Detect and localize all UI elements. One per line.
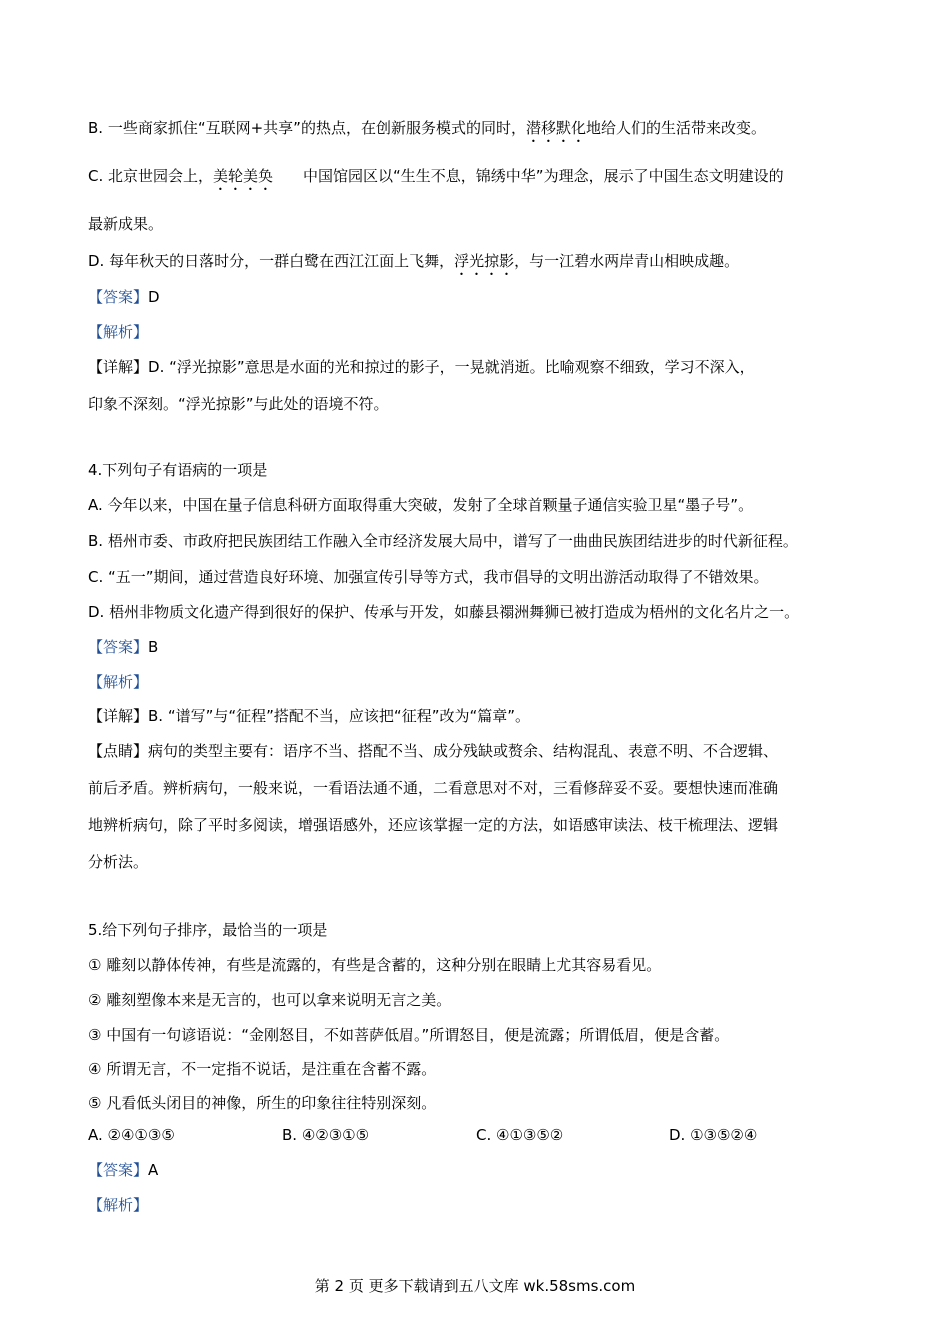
q3-detail-cont: 印象不深刻。“浮光掠影”与此处的语境不符。 xyxy=(88,395,389,413)
q3-option-d: D. 每年秋天的日落时分，一群白鹭在西江江面上飞舞，浮光掠影，与一江碧水两岸青山相映成趣。 xyxy=(88,252,740,270)
q3-option-c: C. 北京世园会上，美轮美奂 中国馆园区以“生生不息，锦绣中华”为理念，展示了中国生态文明建设的 xyxy=(88,167,784,185)
q3-option-b: B. 一些商家抓住“互联网+共享”的热点，在创新服务模式的同时，潜移默化地给人们的生活带来改变。 xyxy=(88,119,766,137)
q4-answer: 【答案】B xyxy=(88,638,159,656)
q4-option-b: B. 梧州市委、市政府把民族团结工作融入全市经济发展大局中，谱写了一曲曲民族团结进步的时代新征程。 xyxy=(88,532,798,550)
q4-stem: 4.下列句子有语病的一项是 xyxy=(88,461,268,479)
q5-sentence-4: ④ 所谓无言，不一定指不说话，是注重在含蓄不露。 xyxy=(88,1060,437,1078)
q4-point-cont-2: 地辨析病句，除了平时多阅读，增强语感外，还应该掌握一定的方法，如语感审读法、枝干梳理法、逻辑 xyxy=(88,816,779,834)
q5-answer: 【答案】A xyxy=(88,1161,159,1179)
q4-point: 【点睛】病句的类型主要有：语序不当、搭配不当、成分残缺或赘余、结构混乱、表意不明、不合逻辑、 xyxy=(88,742,779,760)
q5-stem: 5.给下列句子排序，最恰当的一项是 xyxy=(88,921,328,939)
q4-point-cont-1: 前后矛盾。辨析病句，一般来说，一看语法通不通，二看意思对不对，三看修辞妥不妥。要想快速而准确 xyxy=(88,779,779,797)
q3-detail: 【详解】D. “浮光掠影”意思是水面的光和掠过的影子，一晃就消逝。比喻观察不细致，学习不深入， xyxy=(88,358,755,376)
page-footer: 第 2 页 更多下载请到五八文库 wk.58sms.com xyxy=(314,1277,636,1295)
q4-analysis-label: 【解析】 xyxy=(88,673,149,691)
q5-sentence-1: ① 雕刻以静体传神，有些是流露的，有些是含蓄的，这种分别在眼睛上尤其容易看见。 xyxy=(88,956,662,974)
q5-sentence-5: ⑤ 凡看低头闭目的神像，所生的印象往往特别深刻。 xyxy=(88,1094,437,1112)
q4-option-d: D. 梧州非物质文化遗产得到很好的保护、传承与开发，如藤县禤洲舞狮已被打造成为梧州的文化名片之一。 xyxy=(88,603,800,621)
q5-option-b: B. ④②③①⑤ xyxy=(282,1126,370,1144)
q5-analysis-label: 【解析】 xyxy=(88,1196,149,1214)
q5-option-d: D. ①③⑤②④ xyxy=(669,1126,758,1144)
q5-option-a: A. ②④①③⑤ xyxy=(88,1126,175,1144)
q3-option-c-cont: 最新成果。 xyxy=(88,215,164,233)
q4-detail: 【详解】B. “谱写”与“征程”搭配不当，应该把“征程”改为“篇章”。 xyxy=(88,707,531,725)
q5-sentence-2: ② 雕刻塑像本来是无言的，也可以拿来说明无言之美。 xyxy=(88,991,452,1009)
q3-answer: 【答案】D xyxy=(88,288,160,306)
q5-sentence-3: ③ 中国有一句谚语说：“金刚怒目，不如菩萨低眉。”所谓怒目，便是流露；所谓低眉，便是含蓄。 xyxy=(88,1026,730,1044)
q4-option-a: A. 今年以来，中国在量子信息科研方面取得重大突破，发射了全球首颗量子通信实验卫星“墨子号”。 xyxy=(88,496,754,514)
q4-point-cont-3: 分析法。 xyxy=(88,853,149,871)
q4-option-c: C. “五一”期间，通过营造良好环境、加强宣传引导等方式，我市倡导的文明出游活动取得了不错效果。 xyxy=(88,568,769,586)
q5-option-c: C. ④①③⑤② xyxy=(476,1126,564,1144)
q3-analysis-label: 【解析】 xyxy=(88,323,149,341)
